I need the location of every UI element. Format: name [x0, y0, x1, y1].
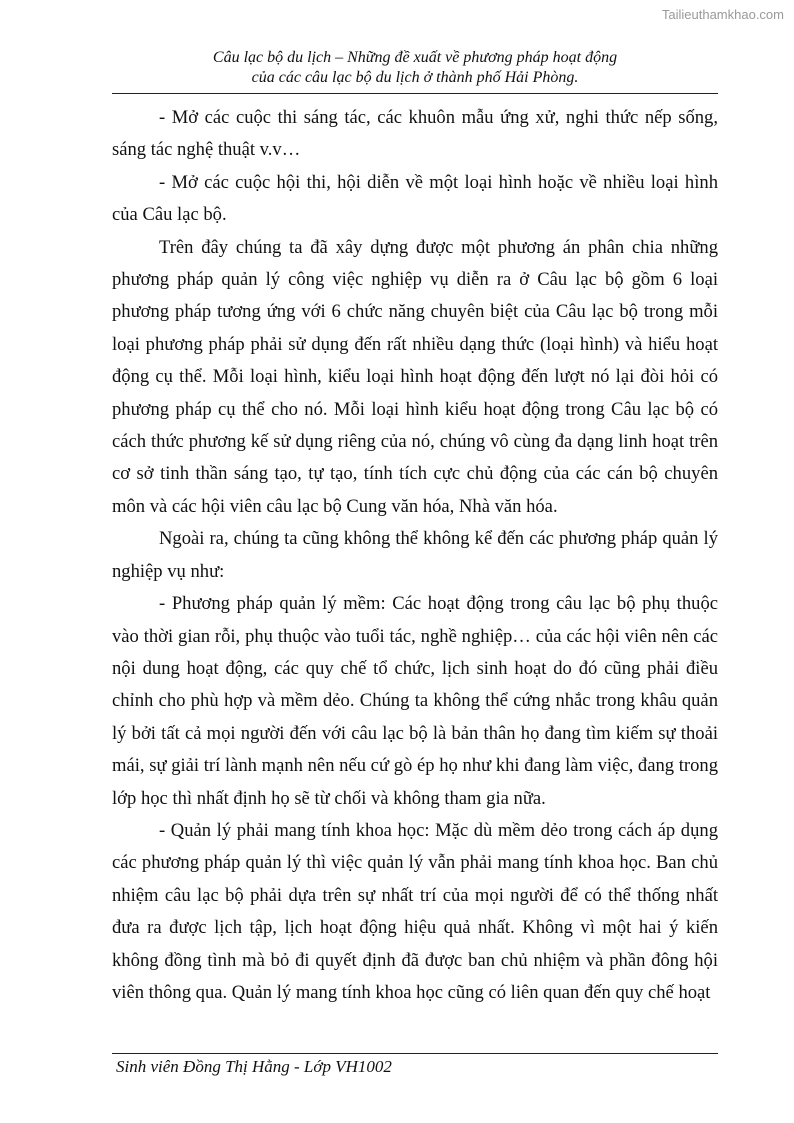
- running-footer: Sinh viên Đồng Thị Hằng - Lớp VH1002: [116, 1057, 392, 1076]
- paragraph: Trên đây chúng ta đã xây dựng được một phương án phân chia những phương pháp quản lý công việc nghiệp vụ diễn ra ở Câu lạc bộ gồm 6 loại phương pháp tương ứng với 6 chức năng chuyên biệt của Câu lạc bộ trong mỗi loại phương pháp phải sử dụng đến rất nhiều dạng thức (loại hình) và hiểu hoạt động cụ thể. Mỗi loại hình, kiểu loại hình hoạt động đến lượt nó lại đòi hỏi có phương pháp cụ thể cho nó. Mỗi loại hình kiểu hoạt động trong Câu lạc bộ có cách thức phương kế sử dụng riêng của nó, chúng vô cùng đa dạng linh hoạt trên cơ sở tinh thần sáng tạo, tự tạo, tính tích cực chủ động của các cán bộ chuyên môn và các hội viên câu lạc bộ Cung văn hóa, Nhà văn hóa.: [112, 236, 718, 517]
- page-body: [112, 102, 718, 1009]
- running-header: [112, 48, 718, 88]
- paragraph: - Phương pháp quản lý mềm: Các hoạt động trong câu lạc bộ phụ thuộc vào thời gian rỗi, phụ thuộc vào tuổi tác, nghề nghiệp… của các hội viên nên các nội dung hoạt động, các quy chế tổ chức, lịch sinh hoạt do đó cũng phải điều chỉnh cho phù hợp và mềm dẻo. Chúng ta không thể cứng nhắc trong khâu quản lý bởi tất cả mọi người đến với câu lạc bộ là bản thân họ đang tìm kiếm sự thoải mái, sự giải trí lành mạnh nên nếu cứ gò ép họ như khi đang làm việc, đang trong lớp học thì nhất định họ sẽ từ chối và không tham gia nữa.: [112, 593, 718, 809]
- header-line-2: của các câu lạc bộ du lịch ở thành phố Hải Phòng.: [251, 69, 579, 86]
- footer-divider: [112, 1053, 718, 1054]
- paragraph: - Mở các cuộc thi sáng tác, các khuôn mẫu ứng xử, nghi thức nếp sống, sáng tác nghệ thuật v.v…: [112, 107, 718, 161]
- paragraph: - Mở các cuộc hội thi, hội diễn về một loại hình hoặc về nhiều loại hình của Câu lạc bộ.: [112, 171, 718, 226]
- header-line-1: Câu lạc bộ du lịch – Những đề xuất về phương pháp hoạt động: [212, 49, 618, 66]
- header-divider: [112, 93, 718, 94]
- paragraph: Ngoài ra, chúng ta cũng không thể không kể đến các phương pháp quản lý nghiệp vụ như:: [112, 528, 718, 582]
- watermark: Tailieuthamkhao.com: [661, 7, 784, 22]
- paragraph: - Quản lý phải mang tính khoa học: Mặc dù mềm dẻo trong cách áp dụng các phương pháp quản lý thì việc quản lý vẫn phải mang tính khoa học. Ban chủ nhiệm câu lạc bộ phải dựa trên sự nhất trí của mọi người để có thể thống nhất đưa ra được lịch tập, lịch hoạt động hiệu quả nhất. Không vì một hai ý kiến không đồng tình mà bỏ đi quyết định đã được ban chủ nhiệm và phần đông hội viên thông qua. Quản lý mang tính khoa học cũng có liên quan đến quy chế hoạt: [112, 819, 718, 1003]
